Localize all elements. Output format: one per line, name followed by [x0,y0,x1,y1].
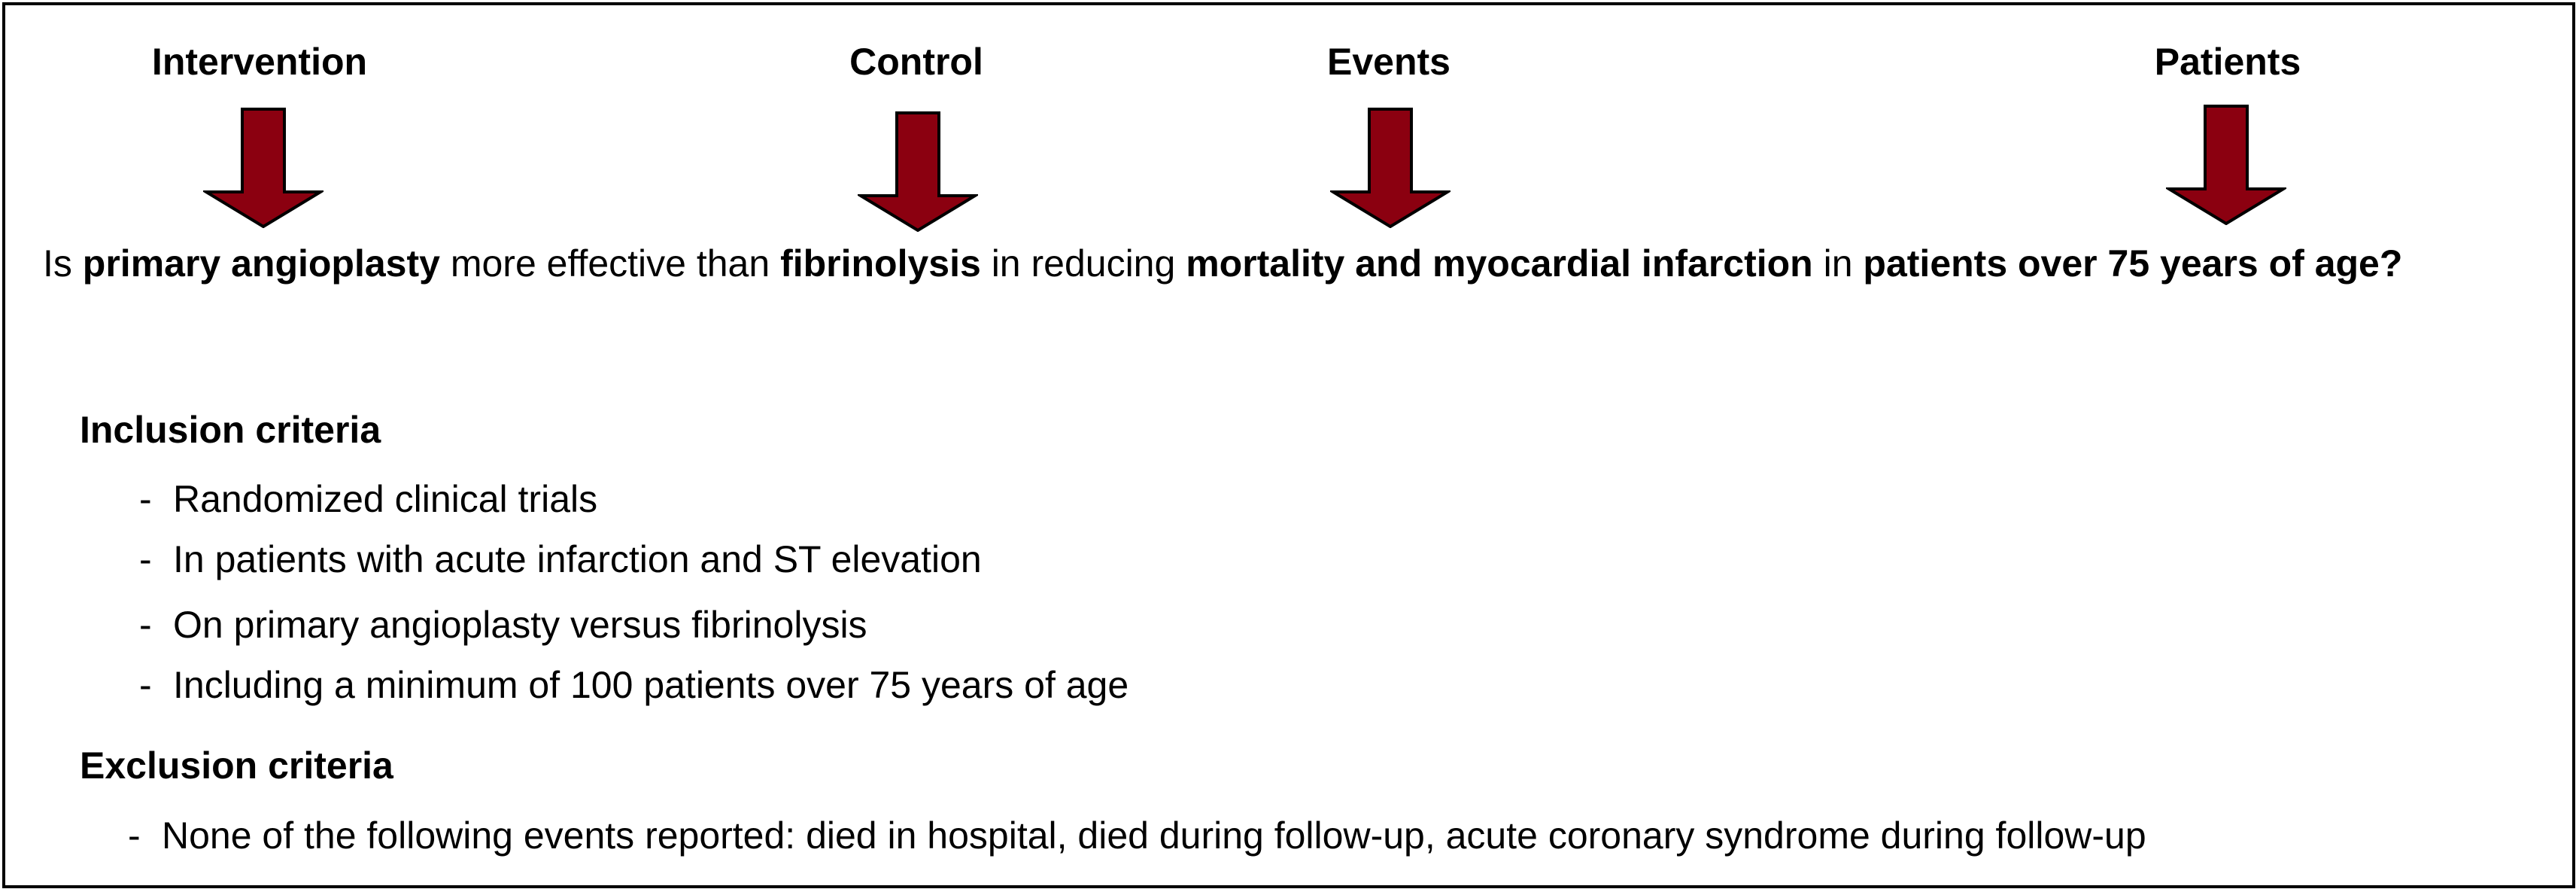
question-control: fibrinolysis [780,242,981,285]
label-control: Control [849,41,983,83]
bullet-dash: - [139,664,152,706]
arrow-shape [2169,106,2283,224]
arrow-down-icon-intervention [203,108,331,236]
list-item-text: Randomized clinical trials [173,478,598,520]
label-patients: Patients [2154,41,2301,83]
arrow-shape [206,109,320,227]
arrow-shape [861,113,975,230]
question-events: mortality and myocardial infarction [1186,242,1813,285]
list-item-text: On primary angioplasty versus fibrinolysis [173,604,867,646]
list-item [139,602,867,647]
exclusion-heading: Exclusion criteria [80,744,393,787]
list-item [139,476,597,522]
question-part: in [1812,242,1864,285]
arrow-shape [1333,109,1447,227]
bullet-dash: - [139,478,152,520]
question-intervention: primary angioplasty [82,242,440,285]
list-item [128,813,2146,858]
question-part: in reducing [980,242,1186,285]
arrow-down-icon-control [858,111,986,239]
bullet-dash: - [128,814,141,857]
list-item-text: In patients with acute infarction and ST elevation [173,538,982,580]
question-part: Is [43,242,83,285]
label-intervention: Intervention [151,41,368,83]
bullet-dash: - [139,538,152,580]
list-item [139,662,1129,708]
arrow-down-icon-events [1330,108,1458,236]
arrow-down-icon-patients [2166,105,2294,233]
label-events: Events [1327,41,1451,83]
question-patients: patients over 75 years of age? [1863,242,2403,285]
inclusion-heading: Inclusion criteria [80,409,381,451]
bullet-dash: - [139,604,152,646]
question-part: more effective than [439,242,781,285]
list-item [139,537,982,582]
research-question [43,239,2402,288]
list-item-text: Including a minimum of 100 patients over 75 years of age [173,664,1129,706]
list-item-text: None of the following events reported: died in hospital, died during follow-up, acute coronary syndrome during follow-up [162,814,2146,857]
